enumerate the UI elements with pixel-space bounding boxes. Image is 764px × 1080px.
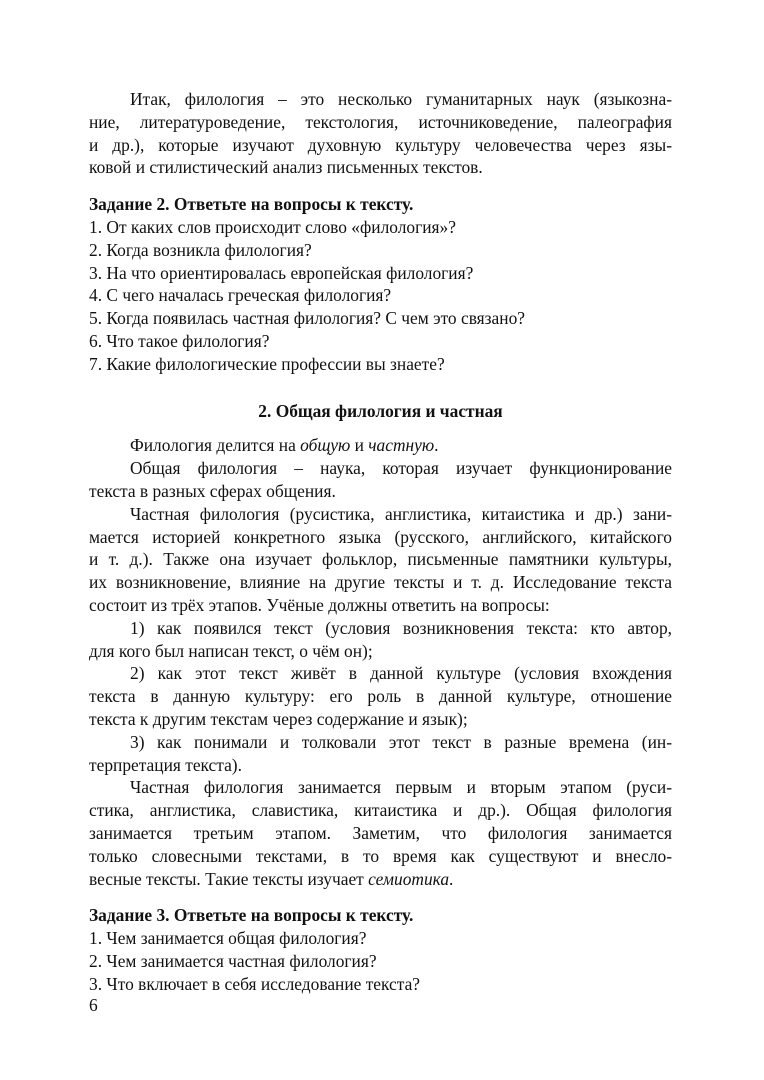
closing-text: весные тексты. Такие тексты изучает: [89, 868, 369, 889]
task-2-heading: Задание 2. Ответьте на вопросы к тексту.: [89, 194, 414, 215]
paragraph-line: только словесными текстами, в то время как существуют и внесло-: [89, 845, 672, 866]
particular-philology-paragraph: [89, 503, 672, 617]
term-semiotics: семиотика: [368, 868, 450, 889]
task-2-questions: [89, 216, 672, 376]
paragraph-line: Частная филология (русистика, англистика, китаистика и др.) зани-: [130, 503, 672, 524]
paragraph-line: для кого был написан текст, о чём он);: [89, 640, 373, 661]
stage-3-paragraph: [89, 731, 672, 777]
question-item: 2. Когда возникла филология?: [89, 239, 312, 260]
intro-line: ковой и стилистический анализ письменных текстов.: [89, 157, 483, 178]
paragraph-line: стика, англистика, славистика, китаистика и др.). Общая филология: [89, 800, 672, 821]
term-general: общую: [300, 435, 351, 456]
stage-2-paragraph: [89, 662, 672, 730]
stage-1-paragraph: [89, 617, 672, 663]
paragraph-line: терпретация текста).: [89, 754, 242, 775]
term-particular: частную: [368, 435, 435, 456]
task-3-heading: Задание 3. Ответьте на вопросы к тексту.: [89, 905, 414, 926]
paragraph-line: Общая филология – наука, которая изучает функционирование: [130, 458, 672, 479]
paragraph-line: состоит из трёх этапов. Учёные должны ответить на вопросы:: [89, 594, 550, 615]
question-item: 1. От каких слов происходит слово «филология»?: [89, 216, 456, 237]
paragraph-line: и т. д.). Также она изучает фольклор, письменные памятники культуры,: [89, 549, 672, 570]
division-paragraph: [89, 434, 672, 457]
question-item: 7. Какие филологические профессии вы знаете?: [89, 353, 445, 374]
paragraph-line: текста в разных сферах общения.: [89, 480, 336, 501]
paragraph-line: 2) как этот текст живёт в данной культуре (условия вхождения: [130, 663, 672, 684]
question-item: 1. Чем занимается общая филология?: [89, 928, 367, 949]
division-text: Филология делится на: [130, 435, 301, 456]
closing-text: .: [449, 868, 454, 889]
section-title: 2. Общая филология и частная: [258, 400, 503, 421]
paragraph-line: [89, 868, 672, 891]
paragraph-line: занимается третьим этапом. Заметим, что филология занимается: [89, 822, 672, 843]
paragraph-line: мается историей конкретного языка (русского, английского, китайского: [89, 526, 672, 547]
question-item: 2. Чем занимается частная филология?: [89, 950, 377, 971]
closing-paragraph: [89, 776, 672, 890]
question-item: 4. С чего началась греческая филология?: [89, 285, 392, 306]
general-philology-paragraph: [89, 457, 672, 503]
paragraph-line: 3) как понимали и толковали этот текст в разные времена (ин-: [130, 731, 672, 752]
question-item: 6. Что такое филология?: [89, 330, 270, 351]
paragraph-line: текста в данную культуру: его роль в данной культуре, отношение: [89, 686, 672, 707]
paragraph-line: текста к другим текстам через содержание и язык);: [89, 708, 468, 729]
page-content: [89, 88, 672, 995]
paragraph-line: их возникновение, влияние на другие тексты и т. д. Исследование текста: [89, 572, 672, 593]
intro-line: ние, литературоведение, текстология, источниковедение, палеография: [89, 111, 672, 132]
question-item: 3. Что включает в себя исследование текста?: [89, 973, 421, 994]
paragraph-line: Частная филология занимается первым и вторым этапом (руси-: [130, 777, 672, 798]
intro-line: и др.), которые изучают духовную культуру человечества через язы-: [89, 134, 672, 155]
division-text: .: [434, 435, 439, 456]
paragraph-line: 1) как появился текст (условия возникновения текста: кто автор,: [130, 617, 672, 638]
question-item: 3. На что ориентировалась европейская филология?: [89, 262, 474, 283]
intro-paragraph: [89, 88, 672, 179]
division-text: и: [350, 435, 369, 456]
question-item: 5. Когда появилась частная филология? С чем это связано?: [89, 308, 525, 329]
intro-line: Итак, филология – это несколько гуманитарных наук (языкозна-: [130, 89, 672, 109]
task-3-questions: [89, 927, 672, 995]
page-number: 6: [89, 995, 98, 1015]
